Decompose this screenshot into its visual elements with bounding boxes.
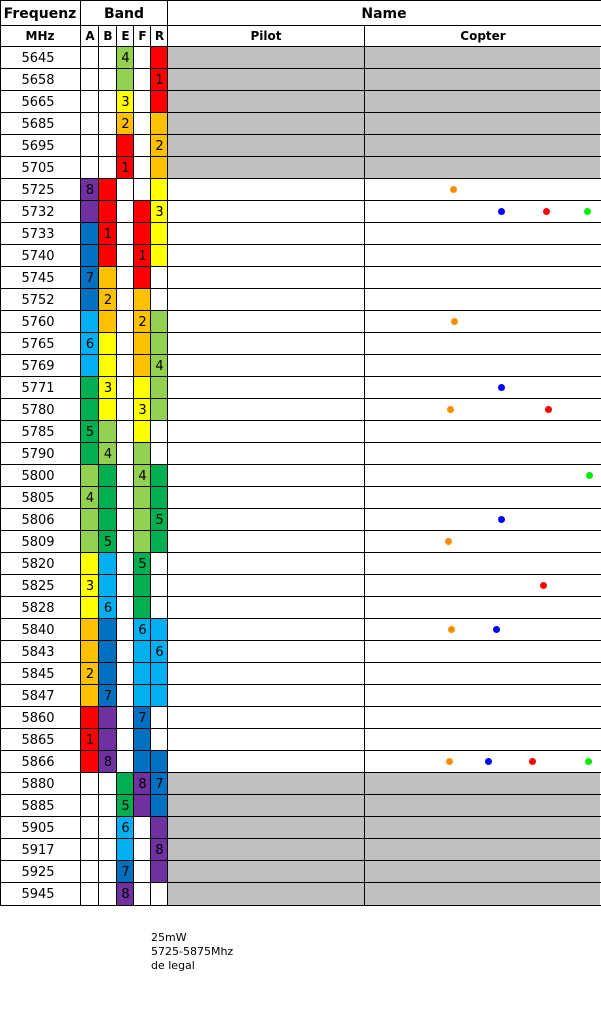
copter-marker-dot	[498, 208, 505, 215]
band-cell	[134, 443, 151, 465]
row-divider	[0, 750, 601, 751]
band-cell	[99, 707, 117, 729]
copter-marker-dot	[498, 516, 505, 523]
band-cell: 3	[117, 91, 134, 113]
header-name: Name	[361, 6, 407, 22]
band-cell: 2	[99, 289, 117, 311]
header-mhz: MHz	[25, 29, 55, 43]
table-bottom-border	[0, 905, 601, 906]
header-copter: Copter	[460, 29, 506, 43]
freq-cell: 5945	[21, 886, 55, 902]
band-cell: 5	[151, 509, 168, 531]
band-cell: 5	[117, 795, 134, 817]
band-cell	[151, 531, 168, 553]
row-divider	[0, 684, 601, 685]
note-line-power: 25mW	[151, 931, 187, 944]
freq-cell: 5845	[21, 666, 55, 682]
band-cell	[151, 47, 168, 69]
table-left-border	[0, 0, 1, 906]
band-cell	[81, 641, 99, 663]
band-cell	[99, 575, 117, 597]
band-cell	[99, 179, 117, 201]
band-cell	[134, 377, 151, 399]
freq-cell: 5847	[21, 688, 55, 704]
band-cell	[134, 289, 151, 311]
freq-cell: 5745	[21, 270, 55, 286]
band-cell: 3	[81, 575, 99, 597]
band-cell	[151, 685, 168, 707]
row-divider	[0, 640, 601, 641]
row-divider	[0, 90, 601, 91]
band-cell	[151, 245, 168, 267]
row-divider	[0, 222, 601, 223]
header-frequenz: Frequenz	[3, 6, 77, 22]
band-cell: 3	[151, 201, 168, 223]
band-cell: 6	[134, 619, 151, 641]
freq-cell: 5805	[21, 490, 55, 506]
row-divider	[0, 288, 601, 289]
band-col-divider	[98, 25, 99, 906]
band-cell: 3	[99, 377, 117, 399]
freq-cell: 5825	[21, 578, 55, 594]
band-cell	[81, 399, 99, 421]
band-cell	[134, 641, 151, 663]
copter-marker-dot	[445, 538, 452, 545]
band-cell	[81, 245, 99, 267]
band-header-a: A	[85, 29, 95, 43]
unused-name-area	[168, 883, 600, 905]
band-cell: 6	[117, 817, 134, 839]
band-cell: 6	[99, 597, 117, 619]
row-divider	[0, 134, 601, 135]
band-cell	[134, 729, 151, 751]
row-divider	[0, 662, 601, 663]
copter-marker-dot	[493, 626, 500, 633]
band-cell: 2	[117, 113, 134, 135]
freq-cell: 5732	[21, 204, 55, 220]
band-cell	[99, 421, 117, 443]
band-cell: 2	[134, 311, 151, 333]
unused-name-area	[168, 861, 600, 883]
band-cell	[81, 685, 99, 707]
band-header-f: F	[138, 29, 147, 43]
freq-cell: 5925	[21, 864, 55, 880]
band-cell	[99, 487, 117, 509]
freq-cell: 5752	[21, 292, 55, 308]
freq-cell: 5885	[21, 798, 55, 814]
band-cell: 1	[151, 69, 168, 91]
band-cell: 7	[117, 861, 134, 883]
row-divider	[0, 398, 601, 399]
band-cell	[99, 729, 117, 751]
band-cell	[151, 861, 168, 883]
band-cell: 7	[81, 267, 99, 289]
unused-name-area	[168, 91, 600, 113]
freq-cell: 5809	[21, 534, 55, 550]
band-cell	[81, 509, 99, 531]
header-band: Band	[103, 6, 145, 22]
band-cell	[99, 267, 117, 289]
band-cell	[134, 333, 151, 355]
unused-name-area	[168, 795, 600, 817]
copter-marker-dot	[446, 758, 453, 765]
freq-cell: 5905	[21, 820, 55, 836]
unused-name-area	[168, 113, 600, 135]
unused-name-area	[168, 817, 600, 839]
freq-cell: 5725	[21, 182, 55, 198]
freq-cell: 5658	[21, 72, 55, 88]
copter-marker-dot	[529, 758, 536, 765]
band-cell	[81, 355, 99, 377]
band-cell	[99, 201, 117, 223]
row-divider	[0, 442, 601, 443]
freq-cell: 5843	[21, 644, 55, 660]
freq-cell: 5705	[21, 160, 55, 176]
band-name-divider	[167, 0, 168, 906]
band-cell: 4	[117, 47, 134, 69]
freq-cell: 5790	[21, 446, 55, 462]
row-divider	[0, 794, 601, 795]
band-cell: 8	[151, 839, 168, 861]
band-cell	[134, 267, 151, 289]
row-divider	[0, 772, 601, 773]
row-divider	[0, 486, 601, 487]
band-cell	[99, 311, 117, 333]
freq-cell: 5760	[21, 314, 55, 330]
band-cell	[99, 641, 117, 663]
copter-marker-dot	[585, 758, 592, 765]
freq-cell: 5765	[21, 336, 55, 352]
band-cell: 7	[99, 685, 117, 707]
band-cell	[151, 751, 168, 773]
row-divider	[0, 310, 601, 311]
band-cell	[117, 69, 134, 91]
unused-name-area	[168, 69, 600, 91]
band-cell	[81, 311, 99, 333]
band-cell	[151, 663, 168, 685]
band-cell	[151, 157, 168, 179]
band-cell: 8	[117, 883, 134, 905]
band-cell	[134, 531, 151, 553]
freq-cell: 5740	[21, 248, 55, 264]
row-divider	[0, 508, 601, 509]
freq-cell: 5917	[21, 842, 55, 858]
band-cell	[81, 465, 99, 487]
band-cell	[81, 443, 99, 465]
band-cell	[151, 223, 168, 245]
table-top-border	[0, 0, 601, 1]
band-cell	[99, 509, 117, 531]
band-cell: 3	[134, 399, 151, 421]
band-header-b: B	[103, 29, 113, 43]
band-cell	[99, 245, 117, 267]
band-cell	[117, 839, 134, 861]
band-cell	[99, 619, 117, 641]
band-cell	[81, 201, 99, 223]
row-divider	[0, 552, 601, 553]
freq-cell: 5828	[21, 600, 55, 616]
band-header-r: R	[154, 29, 165, 43]
band-cell	[134, 685, 151, 707]
row-divider	[0, 178, 601, 179]
row-divider	[0, 882, 601, 883]
band-cell: 8	[81, 179, 99, 201]
band-cell: 7	[151, 773, 168, 795]
band-cell	[151, 179, 168, 201]
row-divider	[0, 728, 601, 729]
freq-cell: 5820	[21, 556, 55, 572]
band-cell: 5	[99, 531, 117, 553]
band-header-e: E	[121, 29, 130, 43]
row-divider	[0, 200, 601, 201]
row-divider	[0, 838, 601, 839]
band-cell	[151, 333, 168, 355]
row-divider	[0, 816, 601, 817]
pilot-copter-divider	[364, 25, 365, 906]
freq-cell: 5866	[21, 754, 55, 770]
band-cell	[81, 531, 99, 553]
freq-cell: 5685	[21, 116, 55, 132]
band-cell	[117, 135, 134, 157]
band-cell	[134, 795, 151, 817]
band-cell	[81, 289, 99, 311]
band-cell	[134, 597, 151, 619]
band-cell: 5	[134, 553, 151, 575]
band-cell: 5	[81, 421, 99, 443]
header-bottom-border	[0, 46, 601, 47]
band-cell	[134, 575, 151, 597]
band-cell: 8	[99, 751, 117, 773]
band-cell	[99, 399, 117, 421]
header-divider	[0, 25, 601, 26]
row-divider	[0, 244, 601, 245]
row-divider	[0, 266, 601, 267]
copter-marker-dot	[584, 208, 591, 215]
copter-marker-dot	[540, 582, 547, 589]
freq-cell: 5800	[21, 468, 55, 484]
band-cell: 1	[81, 729, 99, 751]
band-cell	[151, 487, 168, 509]
row-divider	[0, 618, 601, 619]
row-divider	[0, 860, 601, 861]
band-cell	[81, 707, 99, 729]
band-cell	[134, 509, 151, 531]
band-cell: 8	[134, 773, 151, 795]
unused-name-area	[168, 135, 600, 157]
band-cell	[99, 465, 117, 487]
row-divider	[0, 68, 601, 69]
row-divider	[0, 706, 601, 707]
header-pilot: Pilot	[250, 29, 282, 43]
row-divider	[0, 156, 601, 157]
band-col-divider	[150, 25, 151, 906]
band-cell: 6	[81, 333, 99, 355]
band-cell: 4	[81, 487, 99, 509]
band-cell: 1	[99, 223, 117, 245]
freq-cell: 5665	[21, 94, 55, 110]
freq-cell: 5785	[21, 424, 55, 440]
band-cell: 4	[134, 465, 151, 487]
row-divider	[0, 530, 601, 531]
band-cell	[81, 553, 99, 575]
band-cell	[99, 553, 117, 575]
freq-cell: 5733	[21, 226, 55, 242]
freq-cell: 5780	[21, 402, 55, 418]
band-col-divider	[133, 25, 134, 906]
note-line-range: 5725-5875Mhz	[151, 945, 234, 958]
copter-marker-dot	[451, 318, 458, 325]
band-cell	[81, 223, 99, 245]
row-divider	[0, 596, 601, 597]
band-cell	[81, 751, 99, 773]
band-cell	[134, 421, 151, 443]
unused-name-area	[168, 157, 600, 179]
band-cell: 1	[117, 157, 134, 179]
band-cell	[134, 223, 151, 245]
row-divider	[0, 354, 601, 355]
row-divider	[0, 574, 601, 575]
unused-name-area	[168, 47, 600, 69]
freq-cell: 5865	[21, 732, 55, 748]
band-cell	[151, 795, 168, 817]
row-divider	[0, 464, 601, 465]
band-cell	[151, 619, 168, 641]
band-cell	[99, 663, 117, 685]
copter-marker-dot	[545, 406, 552, 413]
band-cell: 4	[99, 443, 117, 465]
freq-cell: 5840	[21, 622, 55, 638]
band-cell	[117, 773, 134, 795]
freq-cell: 5860	[21, 710, 55, 726]
freq-cell: 5806	[21, 512, 55, 528]
note-line-legal: de legal	[151, 959, 195, 972]
copter-marker-dot	[485, 758, 492, 765]
band-cell	[151, 113, 168, 135]
band-cell	[151, 465, 168, 487]
band-cell	[134, 201, 151, 223]
row-divider	[0, 332, 601, 333]
freq-band-divider	[80, 0, 81, 906]
unused-name-area	[168, 839, 600, 861]
band-cell	[134, 487, 151, 509]
band-cell: 2	[151, 135, 168, 157]
band-cell	[81, 597, 99, 619]
band-cell: 7	[134, 707, 151, 729]
copter-marker-dot	[448, 626, 455, 633]
copter-marker-dot	[498, 384, 505, 391]
freq-cell: 5645	[21, 50, 55, 66]
unused-name-area	[168, 773, 600, 795]
band-cell: 4	[151, 355, 168, 377]
band-cell	[99, 355, 117, 377]
band-cell	[151, 311, 168, 333]
freq-cell: 5695	[21, 138, 55, 154]
freq-cell: 5771	[21, 380, 55, 396]
copter-marker-dot	[586, 472, 593, 479]
row-divider	[0, 420, 601, 421]
legal-note	[151, 931, 233, 973]
band-cell	[134, 355, 151, 377]
band-cell: 6	[151, 641, 168, 663]
band-cell: 1	[134, 245, 151, 267]
band-col-divider	[116, 25, 117, 906]
band-cell	[151, 91, 168, 113]
band-cell: 2	[81, 663, 99, 685]
band-cell	[81, 377, 99, 399]
band-cell	[151, 377, 168, 399]
band-cell	[151, 817, 168, 839]
band-cell	[151, 399, 168, 421]
band-cell	[134, 663, 151, 685]
band-cell	[134, 751, 151, 773]
freq-cell: 5769	[21, 358, 55, 374]
freq-cell: 5880	[21, 776, 55, 792]
copter-marker-dot	[447, 406, 454, 413]
copter-marker-dot	[450, 186, 457, 193]
band-cell	[99, 333, 117, 355]
row-divider	[0, 112, 601, 113]
band-cell	[81, 619, 99, 641]
copter-marker-dot	[543, 208, 550, 215]
row-divider	[0, 376, 601, 377]
